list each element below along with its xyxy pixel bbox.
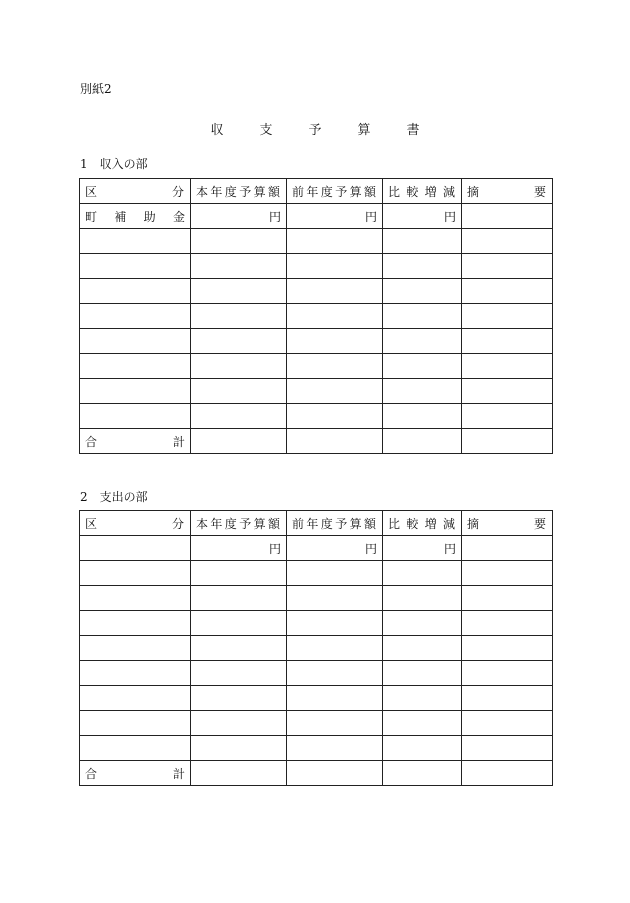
header-remarks: 摘要	[462, 179, 553, 204]
expense-section-title: 支出の部	[99, 490, 148, 504]
table-row	[80, 561, 553, 586]
header-current-budget: 本年度予算額	[191, 511, 287, 536]
previous-budget-cell: 円	[287, 536, 383, 561]
table-row	[80, 329, 553, 354]
expense-section-number: 2	[80, 490, 88, 504]
table-row	[80, 279, 553, 304]
total-row	[80, 761, 553, 786]
expense-section-heading	[80, 488, 148, 505]
table-row	[80, 354, 553, 379]
income-section-title: 収入の部	[99, 157, 148, 171]
income-section-number: 1	[80, 157, 88, 171]
annex-label: 別紙2	[80, 82, 112, 96]
header-previous-budget: 前年度予算額	[287, 179, 383, 204]
table-header-row	[80, 179, 553, 204]
table-row	[80, 661, 553, 686]
remarks-cell	[462, 204, 553, 229]
table-row	[80, 736, 553, 761]
table-row	[80, 204, 553, 229]
header-category: 区分	[80, 511, 191, 536]
table-row	[80, 304, 553, 329]
current-budget-cell: 円	[191, 204, 287, 229]
document-title: 収支予算書	[210, 123, 456, 138]
table-row	[80, 711, 553, 736]
income-section-heading	[80, 155, 148, 172]
header-remarks: 摘要	[462, 511, 553, 536]
table-row	[80, 636, 553, 661]
previous-budget-cell: 円	[287, 204, 383, 229]
category-cell	[80, 536, 191, 561]
total-row	[80, 429, 553, 454]
header-difference: 比較増減	[383, 179, 462, 204]
header-previous-budget: 前年度予算額	[287, 511, 383, 536]
income-budget-table	[79, 178, 553, 454]
header-current-budget: 本年度予算額	[191, 179, 287, 204]
table-header-row	[80, 511, 553, 536]
table-row	[80, 404, 553, 429]
table-row	[80, 586, 553, 611]
table-row	[80, 254, 553, 279]
header-category: 区分	[80, 179, 191, 204]
table-row	[80, 379, 553, 404]
total-label: 合計	[80, 429, 191, 454]
table-row	[80, 229, 553, 254]
remarks-cell	[462, 536, 553, 561]
table-row	[80, 686, 553, 711]
current-budget-cell: 円	[191, 536, 287, 561]
difference-cell: 円	[383, 536, 462, 561]
expense-budget-table	[79, 510, 553, 786]
total-label: 合計	[80, 761, 191, 786]
table-row	[80, 611, 553, 636]
category-cell: 町補助金	[80, 204, 191, 229]
header-difference: 比較増減	[383, 511, 462, 536]
table-row	[80, 536, 553, 561]
difference-cell: 円	[383, 204, 462, 229]
